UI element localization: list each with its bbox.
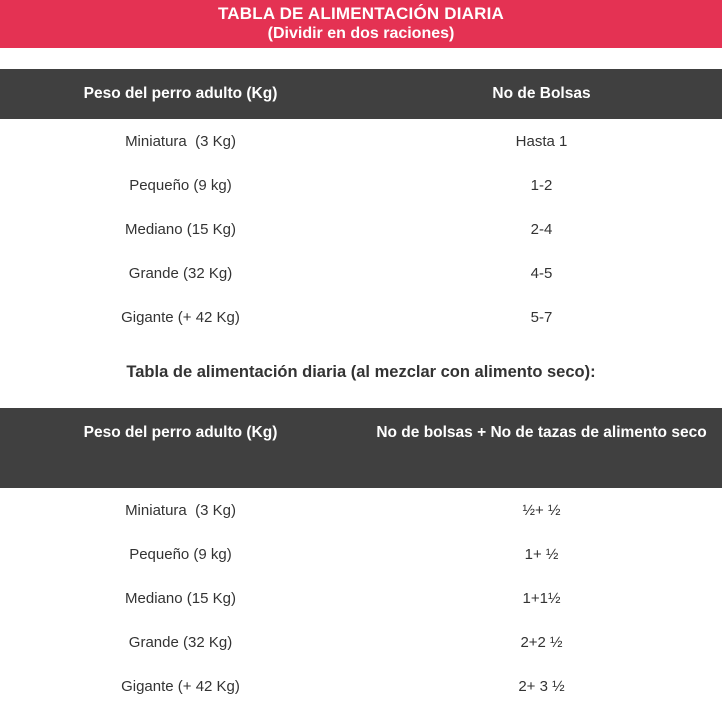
feeding-table-bags <box>0 69 722 339</box>
banner-subtitle: (Dividir en dos raciones) <box>267 25 455 42</box>
cell-amount: ½+ ½ <box>522 501 561 519</box>
table-row <box>0 664 722 708</box>
banner-title: TABLA DE ALIMENTACIÓN DIARIA <box>217 4 505 23</box>
cell-weight: Mediano (15 Kg) <box>125 220 236 238</box>
table-row <box>0 163 722 207</box>
cell-weight: Miniatura (3 Kg) <box>125 501 236 519</box>
cell-amount: Hasta 1 <box>515 132 568 150</box>
cell-amount: 2-4 <box>530 220 553 238</box>
cell-weight: Grande (32 Kg) <box>128 633 233 651</box>
cell-weight: Miniatura (3 Kg) <box>125 132 236 150</box>
cell-weight: Mediano (15 Kg) <box>125 589 236 607</box>
table-row <box>0 295 722 339</box>
feeding-table-mix <box>0 408 722 708</box>
column-header-weight: Peso del perro adulto (Kg) <box>0 69 361 119</box>
cell-amount: 1+ ½ <box>524 545 559 563</box>
banner <box>0 0 722 48</box>
table-row <box>0 488 722 532</box>
column-header-weight: Peso del perro adulto (Kg) <box>0 408 361 488</box>
cell-amount: 1-2 <box>530 176 553 194</box>
table-row <box>0 576 722 620</box>
table-row <box>0 620 722 664</box>
table-header-row <box>0 69 722 119</box>
table-header-row <box>0 408 722 488</box>
column-header-bags: No de Bolsas <box>361 69 722 119</box>
cell-weight: Pequeño (9 kg) <box>129 545 232 563</box>
cell-weight: Gigante (+ 42 Kg) <box>121 308 240 326</box>
table-row <box>0 532 722 576</box>
cell-weight: Gigante (+ 42 Kg) <box>121 677 240 695</box>
table-row <box>0 119 722 163</box>
column-header-bags-plus-cups <box>361 408 722 488</box>
cell-amount: 4-5 <box>530 264 553 282</box>
cell-weight: Pequeño (9 kg) <box>129 176 232 194</box>
cell-weight: Grande (32 Kg) <box>128 264 233 282</box>
cell-amount: 2+ 3 ½ <box>518 677 565 695</box>
cell-amount: 2+2 ½ <box>520 633 563 651</box>
cell-amount: 5-7 <box>530 308 553 326</box>
table-row <box>0 251 722 295</box>
section-heading: Tabla de alimentación diaria (al mezclar con alimento seco): <box>126 363 596 381</box>
table-row <box>0 207 722 251</box>
cell-amount: 1+1½ <box>522 589 561 607</box>
column-header-bags-plus-cups-label: No de bolsas + No de tazas de alimento seco <box>376 424 707 441</box>
